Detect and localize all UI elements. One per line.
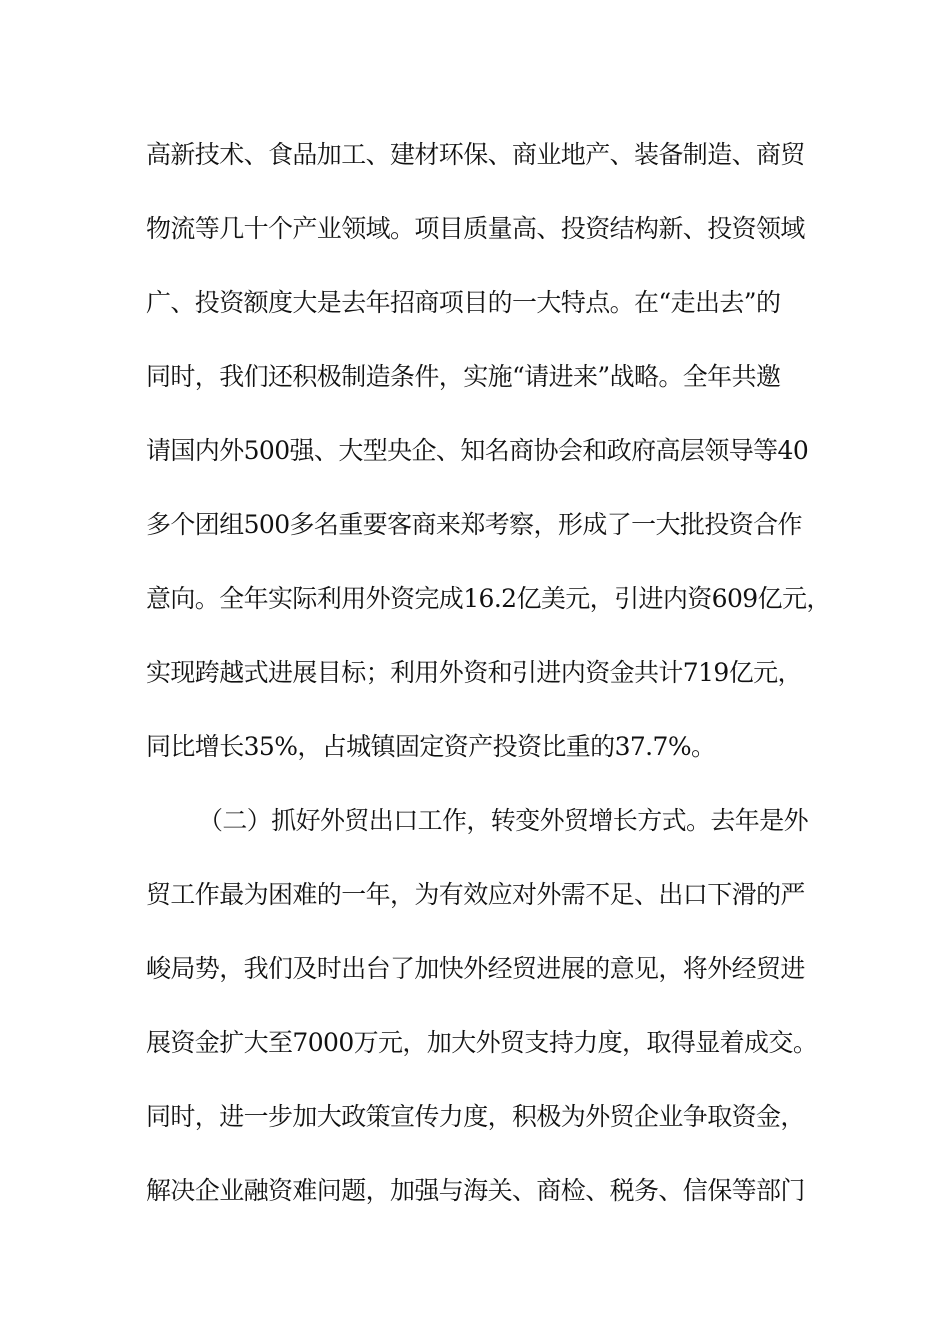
- text-line: 意向。全年实际利用外资完成16.2亿美元，引进内资609亿元，: [146, 584, 831, 613]
- text-line: 实现跨越式进展目标；利用外资和引进内资金共计719亿元，: [146, 658, 802, 687]
- text-line: 同时，进一步加大政策宣传力度，积极为外贸企业争取资金，: [146, 1102, 805, 1131]
- section-heading-line: （二）抓好外贸出口工作，转变外贸增长方式。去年是外: [198, 806, 809, 835]
- text-line: 展资金扩大至7000万元，加大外贸支持力度，取得显着成交。: [146, 1028, 818, 1057]
- text-line: 贸工作最为困难的一年，为有效应对外需不足、出口下滑的严: [146, 880, 805, 909]
- text-line: 高新技术、食品加工、建材环保、商业地产、装备制造、商贸: [146, 140, 805, 169]
- body-text: [146, 131, 831, 1241]
- text-line: 请国内外500强、大型央企、知名商协会和政府高层领导等40: [146, 436, 809, 465]
- text-line: 峻局势，我们及时出台了加快外经贸进展的意见，将外经贸进: [146, 954, 805, 983]
- text-line: 同时，我们还积极制造条件，实施“请进来”战略。全年共邀: [146, 362, 781, 391]
- text-line: 物流等几十个产业领域。项目质量高、投资结构新、投资领域: [146, 214, 805, 243]
- text-line: 广、投资额度大是去年招商项目的一大特点。在“走出去”的: [146, 288, 781, 317]
- text-line: 同比增长35%，占城镇固定资产投资比重的37.7%。: [146, 732, 716, 761]
- text-line: 解决企业融资难问题，加强与海关、商检、税务、信保等部门: [146, 1176, 805, 1205]
- text-line: 多个团组500多名重要客商来郑考察，形成了一大批投资合作: [146, 510, 802, 539]
